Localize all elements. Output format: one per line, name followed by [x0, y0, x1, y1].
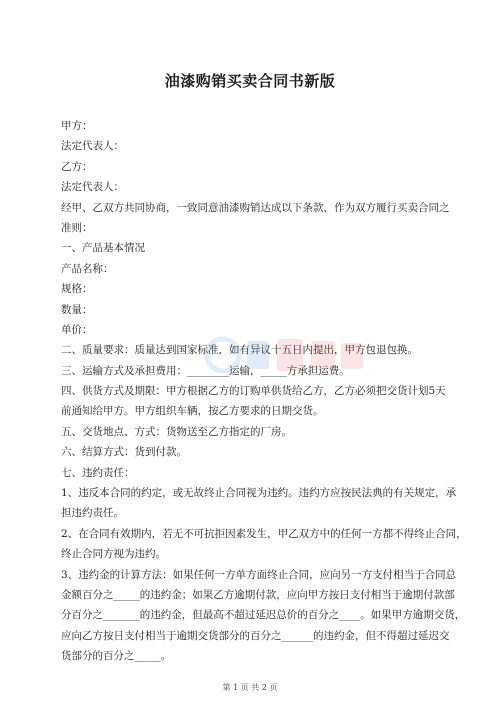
body-line: 三、运输方式及承担费用：________运输，_____方承担运费。: [61, 364, 350, 377]
body-line: 前通知给甲方。甲方组织车辆，按乙方要求的日期交货。: [61, 405, 324, 418]
body-line: 终止合同方视为违约。: [61, 548, 166, 561]
body-line: 七、违约责任：: [61, 466, 135, 479]
body-line: 产品名称：: [61, 262, 114, 275]
document-title: 油漆购销买卖合同书新版: [164, 72, 336, 90]
body-line: 1、违反本合同的约定，或无故终止合同视为违约。违约方应按民法典的有关规定，承: [61, 487, 457, 500]
body-line: 货部分的百分之_____。: [61, 650, 172, 663]
body-line: 二、质量要求：质量达到国家标准，如有异议十五日内提出，甲方包退包换。: [61, 344, 418, 357]
body-line: 应向乙方按日支付相当于逾期交货部分的百分之______的违约金，但不得超过延迟交: [61, 629, 450, 642]
body-line: 准则：: [61, 221, 93, 234]
body-line: 四、供货方式及期限：甲方根据乙方的订购单供货给乙方，乙方必须把交货计划5天: [61, 385, 446, 398]
page-footer: 第 1 页 共 2 页: [222, 683, 278, 692]
body-line: 金额百分之_____的违约金；如果乙方逾期付款，应向甲方按日支付相当于逾期付款部: [61, 588, 455, 601]
body-line: 六、结算方式：货到付款。: [61, 446, 187, 459]
body-line: 3、违约金的计算方法：如果任何一方单方面终止合同，应向另一方支付相当于合同总: [61, 568, 457, 581]
body-line: 经甲、乙双方共同协商，一致同意油漆购销达成以下条款，作为双方履行买卖合同之: [61, 201, 450, 214]
body-line: 担违约责任。: [61, 507, 124, 520]
body-line: 五、交货地点、方式：货物送至乙方指定的厂房。: [61, 425, 292, 438]
body-line: 2、在合同有效期内，若无不可抗拒因素发生，甲乙双方中的任何一方都不得终止合同，: [61, 527, 467, 540]
body-line: 数量：: [61, 303, 93, 316]
document-body: [61, 116, 467, 667]
body-line: 分百分之_______的违约金，但最高不超过延迟总价的百分之____。如果甲方逾期交货，: [61, 609, 466, 622]
body-line: 单价：: [61, 323, 93, 336]
body-line: 甲方：: [61, 120, 93, 132]
body-line: 法定代表人：: [61, 181, 124, 194]
body-line: 一、产品基本情况: [61, 242, 145, 255]
body-line: 乙方：: [61, 160, 93, 173]
body-line: 规格：: [61, 283, 93, 296]
body-line: 法定代表人：: [61, 140, 124, 153]
